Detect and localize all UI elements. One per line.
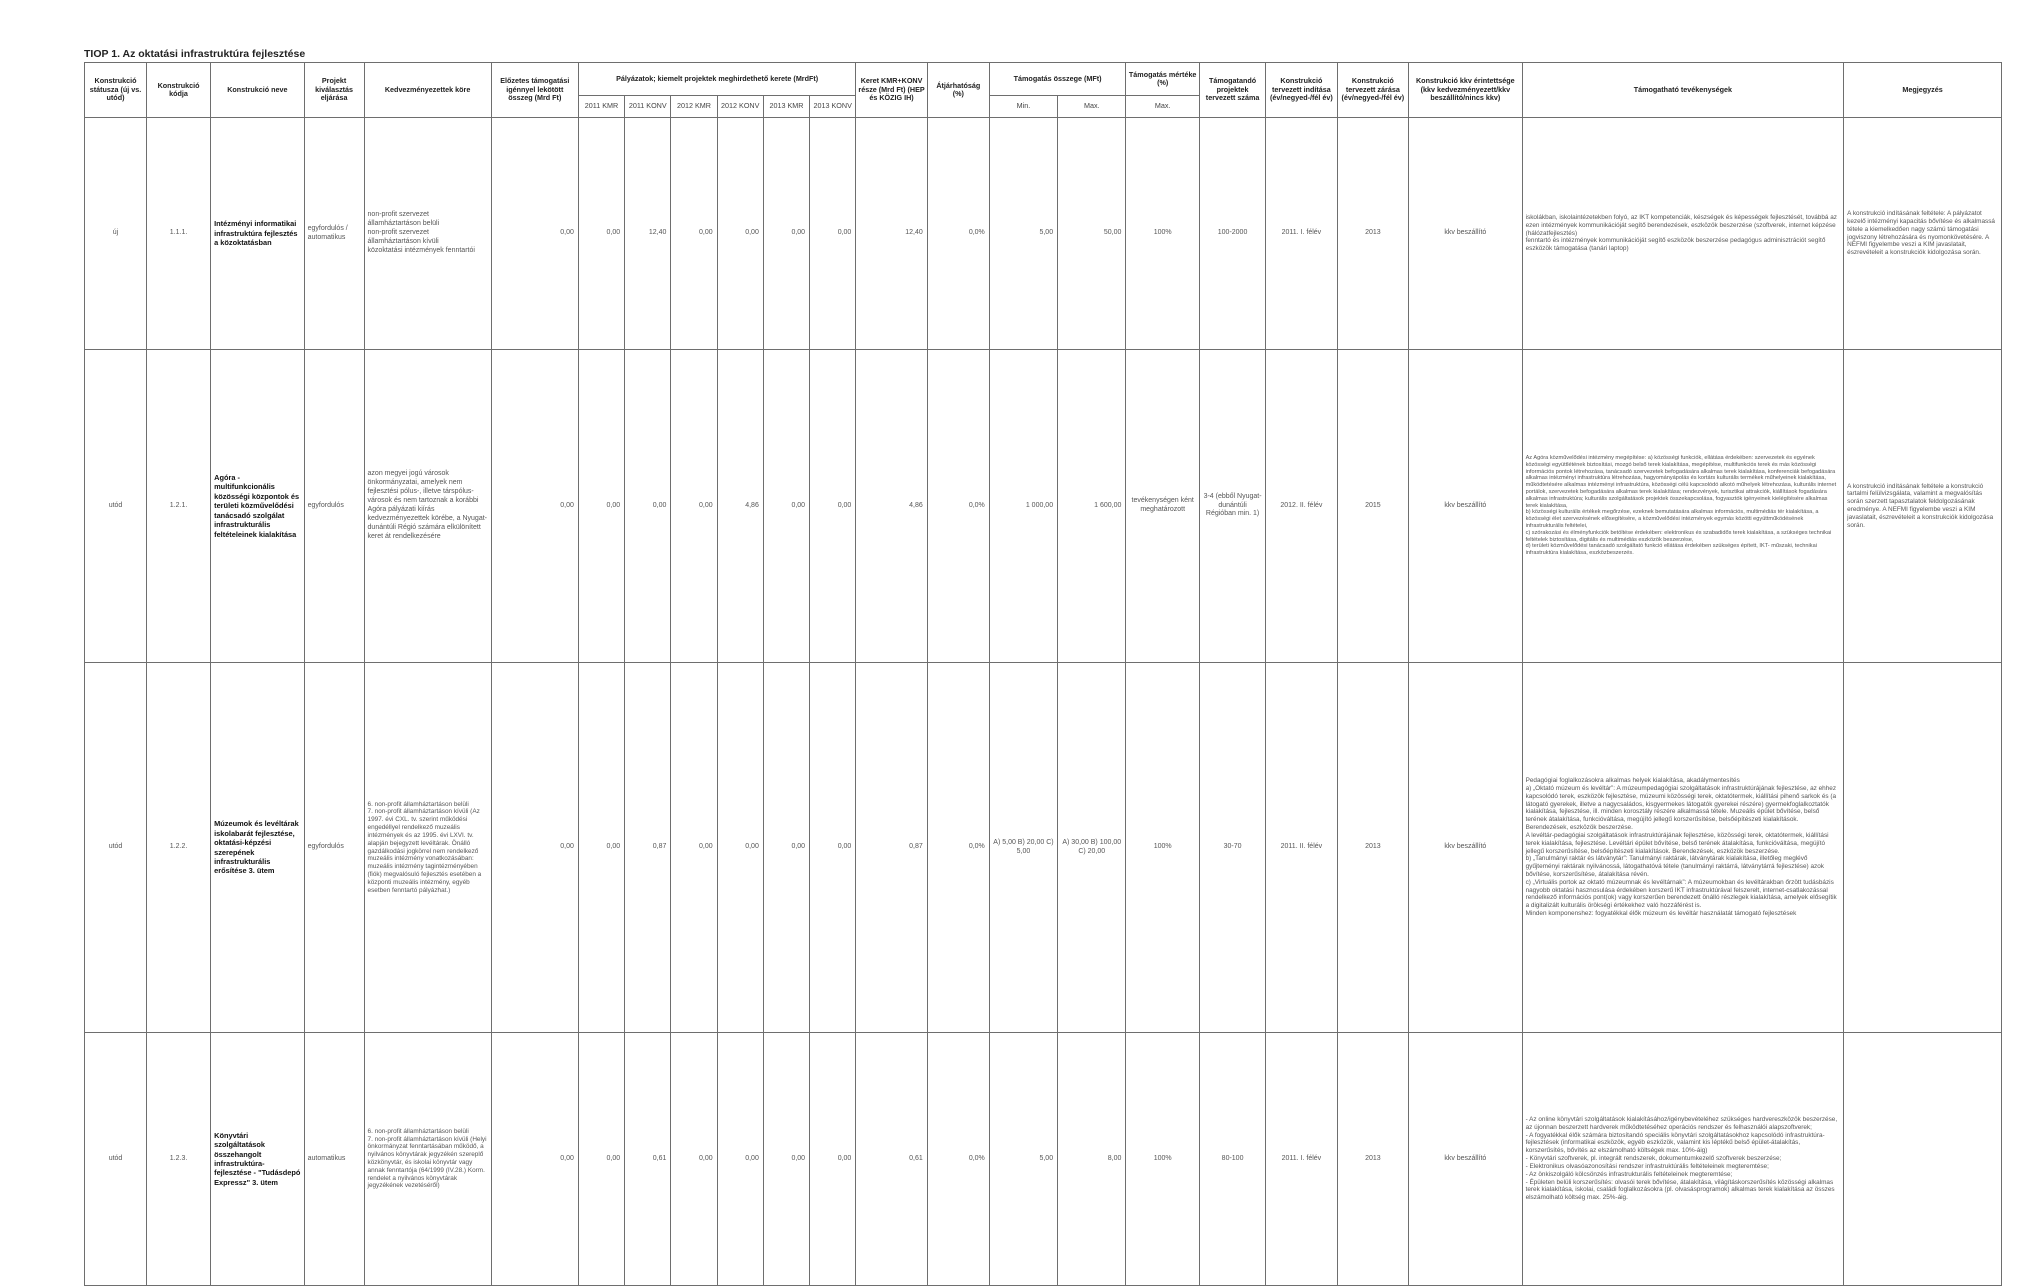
header-support-min: Min.	[989, 96, 1057, 118]
cell-keret: 4,86	[856, 350, 927, 663]
cell-atjarhatosag: 0,0%	[927, 350, 989, 663]
cell-2011-konv: 0,61	[625, 1033, 671, 1286]
cell-notes: A konstrukció indításának feltétele: A pályázatot kezelő intézményi kapacitás bővítése és alkalmassá tétele a kiemelkedően nagy számú támogatási jogviszony létrehozására és nyomonkövetésére. A NEFMI figyelembe veszi a KIM javaslatait, észrevételeit a konstrukciók kidolgozása során.	[1844, 118, 2002, 350]
cell-prior: 0,00	[491, 1033, 578, 1286]
cell-name: Könyvtári szolgáltatások összehangolt infrastruktúra-fejlesztése - "Tudásdepó Expressz" 3. ütem	[211, 1033, 305, 1286]
header-status: Konstrukció státusza (új vs. utód)	[85, 63, 147, 118]
header-2013-konv: 2013 KONV	[810, 96, 856, 118]
cell-2013-konv: 0,00	[810, 1033, 856, 1286]
cell-rate: 100%	[1126, 663, 1200, 1033]
table-row	[85, 1033, 2002, 1286]
cell-activities: - Az online könyvtári szolgáltatások kialakításához/igénybevételéhez szükséges hardvereszközök beszerzése, az újonnan beszerzett hardverek működtetéséhez operációs rendszer és felhasználói alapszoftverek; - A fogyatékkal élők számára biztosítandó speciális könyvtári szolgáltatásokhoz kapcsolódó infrastruktúra-fejlesztések (informatikai eszközök, egyéb eszközök, valamint kis léptékű belső épület-átalakítás, korszerűsítés, bővítés az elszámolható költségek max. 10%-áig) - Könyvtári szoftverek, pl. integrált rendszerek, dokumentumkezelő szoftverek beszerzése; - Elektronikus olvasóazonosítási rendszer infrastruktúrális feltételeinek megteremtése; - Az önkiszolgáló kölcsönzés infrastrukturális feltételeinek megteremtése; - Épületen belüli korszerűsítés: olvasói terek bővítése, átalakítása, világításkorszerűsítés közösségi alkalmas terek kialakítása, iskolai, családi foglalkozásokra (pl. olvasásprogramok) alkalmas terek kialakítása az összes elszámolható költség max. 25%-áig.	[1522, 1033, 1844, 1286]
cell-2011-kmr: 0,00	[578, 663, 624, 1033]
cell-support-max: 8,00	[1058, 1033, 1126, 1286]
cell-close: 2015	[1337, 350, 1408, 663]
cell-notes: A konstrukció indításának feltétele a konstrukció tartalmi felülvizsgálata, valamint a megvalósítás során szerzett tapasztalatok feldolgozásának eredménye. A NEFMI figyelembe veszi a KIM javaslatait, észrevételeit a konstrukciók kidolgozása során.	[1844, 350, 2002, 663]
header-support-max: Max.	[1058, 96, 1126, 118]
cell-launch: 2011. I. félév	[1266, 1033, 1337, 1286]
cell-kkv: kkv beszállító	[1409, 350, 1523, 663]
cell-procedure: egyfordulós / automatikus	[304, 118, 364, 350]
cell-beneficiaries: azon megyei jogú városok önkormányzatai, amelyek nem fejlesztési pólus-, illetve társpólus-városok és nem tartoznak a korábbi Agóra pályázati kiírás kedvezményezettek körébe, a Nyugat-dunántúli Régió számára elkülönített keret át rendelkezésére	[364, 350, 491, 663]
cell-prior: 0,00	[491, 350, 578, 663]
cell-2013-kmr: 0,00	[763, 350, 809, 663]
header-close: Konstrukció tervezett zárása (év/negyed-/fél év)	[1337, 63, 1408, 118]
cell-2011-konv: 0,87	[625, 663, 671, 1033]
cell-2012-kmr: 0,00	[671, 350, 717, 663]
cell-planned: 100-2000	[1199, 118, 1265, 350]
cell-activities: iskolákban, iskolaintézetekben folyó, az IKT kompetenciák, készségek és képességek fejlesztését, továbbá az ezen intézmények kommunikációját segítő berendezések, eszközök beszerzése (szoftverek, internet képzése (hálózatfejlesztés) fenntartó és intézmények kommunikációját segítő eszközök beszerzése pedagógus adminisztrációt segítő eszközök támogatása (tanári laptop)	[1522, 118, 1844, 350]
cell-procedure: egyfordulós	[304, 350, 364, 663]
cell-kkv: kkv beszállító	[1409, 1033, 1523, 1286]
cell-notes	[1844, 1033, 2002, 1286]
cell-close: 2013	[1337, 118, 1408, 350]
cell-2013-kmr: 0,00	[763, 1033, 809, 1286]
cell-close: 2013	[1337, 1033, 1408, 1286]
cell-planned: 3-4 (ebből Nyugat-dunántúli Régióban min. 1)	[1199, 350, 1265, 663]
cell-procedure: egyfordulós	[304, 663, 364, 1033]
cell-support-min: 5,00	[989, 1033, 1057, 1286]
cell-keret: 12,40	[856, 118, 927, 350]
cell-code: 1.2.1.	[147, 350, 211, 663]
header-name: Konstrukció neve	[211, 63, 305, 118]
header-planned: Támogatandó projektek tervezett száma	[1199, 63, 1265, 118]
cell-notes	[1844, 663, 2002, 1033]
cell-prior: 0,00	[491, 118, 578, 350]
cell-support-min: A) 5,00 B) 20,00 C) 5,00	[989, 663, 1057, 1033]
cell-atjarhatosag: 0,0%	[927, 1033, 989, 1286]
header-rate-max: Max.	[1126, 96, 1200, 118]
cell-2013-konv: 0,00	[810, 350, 856, 663]
cell-support-min: 5,00	[989, 118, 1057, 350]
cell-kkv: kkv beszállító	[1409, 118, 1523, 350]
header-beneficiaries: Kedvezményezettek köre	[364, 63, 491, 118]
cell-planned: 80-100	[1199, 1033, 1265, 1286]
header-code: Konstrukció kódja	[147, 63, 211, 118]
cell-status: utód	[85, 663, 147, 1033]
cell-status: új	[85, 118, 147, 350]
cell-close: 2013	[1337, 663, 1408, 1033]
cell-rate: tevékenységen ként meghatározott	[1126, 350, 1200, 663]
header-prior-commitment: Előzetes támogatási igénnyel lekötött összeg (Mrd Ft)	[491, 63, 578, 118]
cell-2012-konv: 4,86	[717, 350, 763, 663]
cell-2011-kmr: 0,00	[578, 118, 624, 350]
cell-status: utód	[85, 1033, 147, 1286]
cell-beneficiaries: non-profit szervezet államháztartáson belüli non-profit szervezet államháztartáson kívüli közoktatási intézmények fenntartói	[364, 118, 491, 350]
cell-support-max: 1 600,00	[1058, 350, 1126, 663]
cell-support-max: A) 30,00 B) 100,00 C) 20,00	[1058, 663, 1126, 1033]
cell-prior: 0,00	[491, 663, 578, 1033]
cell-name: Agóra - multifunkcionális közösségi központok és területi közművelődési tanácsadó szolgálat infrastrukturális feltételeinek kialakítása	[211, 350, 305, 663]
cell-activities: Az Agóra közművelődési intézmény megépítése: a) közösségi funkciók, ellátása érdekében: szervezetek és egyének közösségi együttlétének biztosítási, mozgó belső terek kialakítása, megépítése, multifunkciós terek és más közösségi információs pontok létrehozása, tanácsadó szervezetek befogadására alkalmas terek kialakítása, konferenciák befogadására alkalmas intézményi infrastruktúra létrehozása, hagyományápolás és kortárs kulturális termékek műhelyeinek kialakítása, működtetésére alkalmas intézményi infrastruktúra, közösségi célú kapcsolódó alkotó műhelyek létrehozása, kulturális internet portálok, szervezetek befogadására alkalmas terek kialakítása; rendezvények, turisztikai attrakciók, kiállítások fogadására alkalmas infrastruktúra; kulturális szolgáltatások projektek összekapcsolása, fogyasztók igényeinek kielégítésére alkalmas terek kialakítása, b) közösségi kulturális értékek megőrzése, ezeknek bemutatására alkalmas információs, multimédiás tér kialakítása, a közösségi élet szervezésének elősegítésére, a közművelődési intézmények egymás közötti együttműködésének infrastrukturális feltételei, c) szórakozási és élményfunkciók betöltése érdekében: elektronikus és szabadidős terek kialakítása, a szükséges technikai feltételek biztosítása, digitális és multimédiás eszközök beszerzése, d) területi közművelődési tanácsadó szolgáltató funkció ellátása érdekében szükséges épített, IKT- műszaki, technikai infrastruktúra kialakítása, eszközbeszerzés.	[1522, 350, 1844, 663]
header-launch: Konstrukció tervezett indítása (év/negyed-/fél év)	[1266, 63, 1337, 118]
cell-kkv: kkv beszállító	[1409, 663, 1523, 1033]
cell-2012-kmr: 0,00	[671, 118, 717, 350]
header-rate: Támogatás mértéke (%)	[1126, 63, 1200, 96]
cell-keret: 0,61	[856, 1033, 927, 1286]
cell-atjarhatosag: 0,0%	[927, 663, 989, 1033]
cell-2012-kmr: 0,00	[671, 663, 717, 1033]
cell-2012-konv: 0,00	[717, 1033, 763, 1286]
table-row	[85, 663, 2002, 1033]
header-support-group: Támogatás összege (MFt)	[989, 63, 1126, 96]
cell-2011-konv: 0,00	[625, 350, 671, 663]
cell-launch: 2011. II. félév	[1266, 663, 1337, 1033]
header-2011-konv: 2011 KONV	[625, 96, 671, 118]
cell-keret: 0,87	[856, 663, 927, 1033]
cell-code: 1.1.1.	[147, 118, 211, 350]
cell-code: 1.2.3.	[147, 1033, 211, 1286]
header-2011-kmr: 2011 KMR	[578, 96, 624, 118]
header-frame-group: Pályázatok; kiemelt projektek meghirdethető kerete (MrdFt)	[578, 63, 855, 96]
cell-name: Múzeumok és levéltárak iskolabarát fejlesztése, oktatási-képzési szerepének infrastrukturális erősítése 3. ütem	[211, 663, 305, 1033]
cell-2013-konv: 0,00	[810, 118, 856, 350]
cell-support-max: 50,00	[1058, 118, 1126, 350]
header-atjarhatosag: Átjárhatóság (%)	[927, 63, 989, 118]
header-keret: Keret KMR+KONV része (Mrd Ft) (HEP és KÖZIG IH)	[856, 63, 927, 118]
cell-2012-kmr: 0,00	[671, 1033, 717, 1286]
cell-2012-konv: 0,00	[717, 118, 763, 350]
table-row	[85, 118, 2002, 350]
cell-2011-kmr: 0,00	[578, 350, 624, 663]
table-row	[85, 350, 2002, 663]
header-procedure: Projekt kiválasztás eljárása	[304, 63, 364, 118]
cell-2011-konv: 12,40	[625, 118, 671, 350]
cell-beneficiaries: 6. non-profit államháztartáson belüli 7. non-profit államháztartáson kívüli (Az 1997. évi CXL. tv. szerint működési engedéllyel rendelkező muzeális intézmények és az 1995. évi LXVI. tv. alapján bejegyzett levéltárak. Önálló gazdálkodási jogkörrel nem rendelkező muzeális intézmény vonatkozásában: muzeális intézmény tagintézményében (fiók) megvalósuló fejlesztés esetében a központi muzeális intézmény, egyéb esetben fenntartó pályázhat.)	[364, 663, 491, 1033]
cell-procedure: automatikus	[304, 1033, 364, 1286]
cell-2013-konv: 0,00	[810, 663, 856, 1033]
cell-rate: 100%	[1126, 118, 1200, 350]
cell-2011-kmr: 0,00	[578, 1033, 624, 1286]
cell-planned: 30-70	[1199, 663, 1265, 1033]
sheet-title: TIOP 1. Az oktatási infrastruktúra fejlesztése	[84, 48, 306, 60]
cell-status: utód	[85, 350, 147, 663]
cell-atjarhatosag: 0,0%	[927, 118, 989, 350]
header-activities: Támogatható tevékenységek	[1522, 63, 1844, 118]
cell-rate: 100%	[1126, 1033, 1200, 1286]
cell-activities: Pedagógiai foglalkozásokra alkalmas helyek kialakítása, akadálymentesítés a) „Oktató múzeum és levéltár”: A múzeumpedagógiai szolgáltatások infrastruktúrájának fejlesztése, az ehhez kapcsolódó terek, eszközök fejlesztése, múzeumi közösségi terek, oktatótermek, kiállítási pihenő sarkok és (a látogató gyerekek, illetve a nagycsaládos, kisgyermekes látogatók gyerekei részére) gyermekfoglalkoztatók kialakítása, fejlesztése, ill. minden korosztály részére alkalmassá tétele. Muzeális épület bővítése, belső terének átalakítása, funkcióváltása, megújító jellegű korszerűsítése, belsőépítészeti kialakítások. Berendezések, eszközök beszerzése. A levéltár-pedagógiai szolgáltatások infrastruktúrájának fejlesztése, közösségi terek, oktatótermek, kiállítási terek kialakítása, fejlesztése. Levéltári épület bővítése, belső terének átalakítása, funkcióváltása, megújító jellegű korszerűsítése, belsőépítészeti kialakítások. Berendezések, eszközök beszerzése. b) „Tanulmányi raktár és látványtár”: Tanulmányi raktárak, látványtárak kialakítása, illetőleg meglévő gyűjteményi raktárak nyilvánossá, látogathatóvá tétele (tanulmányi raktárrá, látványtárrá fejlesztése) azok bővítése, korszerűsítése, átalakítása révén. c) „Virtuális portok az oktató múzeumnak és levéltárnak”: A múzeumokban és levéltárakban őrzött tudásbázis nagyobb oktatási hasznosulása érdekében korszerű IKT infrastruktúrával felszerelt, internet-csatlakozással rendelkező információs pont(ok) vagy korszerűen berendezett önálló részlegek kialakítása, amelyek elősegítik a digitalizált kulturális örökségi értékekhez való hozzáférést is. Minden komponenshez: fogyatékkal élők múzeum és levéltár használatát támogató fejlesztések	[1522, 663, 1844, 1033]
construction-table	[84, 62, 2002, 1286]
header-2012-konv: 2012 KONV	[717, 96, 763, 118]
header-notes: Megjegyzés	[1844, 63, 2002, 118]
cell-2013-kmr: 0,00	[763, 118, 809, 350]
cell-code: 1.2.2.	[147, 663, 211, 1033]
cell-2012-konv: 0,00	[717, 663, 763, 1033]
cell-name: Intézményi informatikai infrastruktúra fejlesztés a közoktatásban	[211, 118, 305, 350]
header-kkv: Konstrukció kkv érintettsége (kkv kedvezményezett/kkv beszállító/nincs kkv)	[1409, 63, 1523, 118]
cell-2013-kmr: 0,00	[763, 663, 809, 1033]
cell-beneficiaries: 6. non-profit államháztartáson belüli 7. non-profit államháztartáson kívüli (Helyi önkormányzat fenntartásában működő, a nyilvános könyvtárak jegyzékén szereplő közkönyvtár, és iskolai könyvtár vagy annak fenntartója (64/1999 (IV.28.) Korm. rendelet a nyilvános könyvtárak jegyzékének vezetéséről)	[364, 1033, 491, 1286]
header-2013-kmr: 2013 KMR	[763, 96, 809, 118]
cell-launch: 2012. II. félév	[1266, 350, 1337, 663]
cell-launch: 2011. I. félév	[1266, 118, 1337, 350]
cell-support-min: 1 000,00	[989, 350, 1057, 663]
header-2012-kmr: 2012 KMR	[671, 96, 717, 118]
